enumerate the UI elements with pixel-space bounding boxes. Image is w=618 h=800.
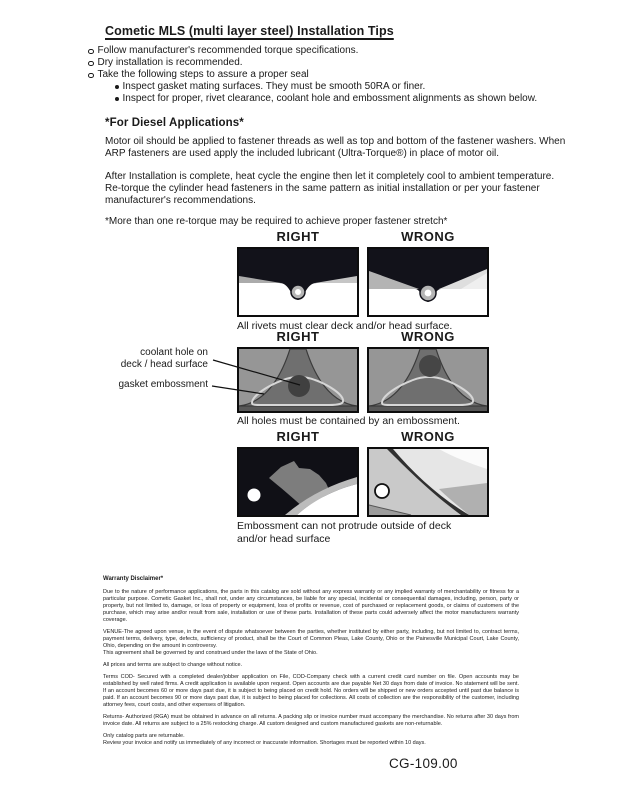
tips-list — [88, 45, 578, 105]
wrong-label: WRONG — [401, 429, 455, 444]
wrong-label: WRONG — [401, 329, 455, 344]
figure-embossment-wrong-image — [367, 347, 489, 413]
embossment-protrusion-right-diagram — [239, 449, 357, 515]
figure-rivet-wrong-image — [367, 247, 489, 317]
circle-bullet-icon — [88, 73, 94, 79]
hole-containment-wrong-diagram — [369, 349, 487, 411]
figure-caption-protrusion: Embossment can not protrude outside of deck and/or head surface — [237, 520, 452, 545]
right-label: RIGHT — [276, 229, 320, 244]
list-item-text: Follow manufacturer's recommended torque specifications. — [97, 45, 359, 56]
warranty-disclaimer-heading: Warranty Disclaimer* — [103, 576, 164, 582]
review-invoice-line: Review your invoice and notify us immediately of any incorrect or inaccurate information. Shortages must be reported within 10 days. — [103, 740, 426, 746]
page-title: Cometic MLS (multi layer steel) Installation Tips — [105, 24, 394, 38]
embossment-protrusion-wrong-diagram — [369, 449, 487, 515]
returns-paragraph: Returns- Authorized (RGA) must be obtained in advance on all returns. A packing slip or invoice number must accompany the merchandise. No returns after 30 days from invoice date. All returns are subject to a 25% restocking charge. All custom designed and custom manufactured gaskets are non-returnable. — [103, 714, 519, 727]
figure-caption-holes: All holes must be contained by an embossment. — [237, 415, 460, 427]
retorque-note: *More than one re-torque may be required to achieve proper fastener stretch* — [105, 216, 448, 227]
list-item — [115, 81, 578, 93]
figure-caption-rivets: All rivets must clear deck and/or head surface. — [237, 320, 453, 332]
rivet-clearance-right-diagram — [239, 249, 357, 315]
list-item — [115, 93, 578, 105]
warranty-paragraph: Due to the nature of performance applications, the parts in this catalog are sold without any express warranty or any implied warranty of merchantability or fitness for a particular purpose. Cometic Gasket Inc., shall not, under any circumstances, be liable for any special, incidental or consequential damages, including, person, party or property, but not limited to, damage, or loss of property or equipment, loss of profits or revenue, cost of purchased or replacement goods, or claims of customers of the purchase, which may arise and/or result from sale, installation or use of these parts. Installation of these parts could adversely affect the motor manufacturers warranty coverage. — [103, 589, 519, 623]
list-item-text: Take the following steps to assure a proper seal — [97, 69, 309, 80]
rivet-clearance-wrong-diagram — [369, 249, 487, 315]
prices-line: All prices and terms are subject to change without notice. — [103, 662, 243, 668]
diesel-section-heading: *For Diesel Applications* — [105, 117, 244, 129]
list-item — [88, 57, 578, 69]
callout-pointer-lines — [210, 352, 305, 400]
list-item — [88, 69, 578, 81]
list-item-text: Dry installation is recommended. — [97, 57, 243, 68]
legal-disclaimer-block — [103, 576, 519, 752]
right-label: RIGHT — [276, 329, 320, 344]
list-item — [88, 45, 578, 57]
callout-line: deck / head surface — [120, 359, 208, 370]
page-number-code: CG-109.00 — [389, 756, 458, 771]
diesel-paragraph-1: Motor oil should be applied to fastener threads as well as top and bottom of the fastener washers. When ARP fasteners are used apply the included lubricant (Ultra-Torque®) in place of motor oil. — [105, 136, 566, 160]
terms-paragraph: Terms COD- Secured with a completed dealer/jobber application on File, COD-Company check with a current credit card number on file. Open accounts may be established by well rated firms. A credit application is available upon request. Open accounts are due payable Net 30 days from date of invoice. No statement will be sent. If an account becomes 60 or more days past due, it is subject to being placed on credit hold. No orders will be shipped or new orders accepted until past due balance is paid. If an account becomes 90 or more days past due, it is subject to being placed for collections. All costs of collection are the responsibility of the customer, including attorney fees, court costs, and other expenses of litigation. — [103, 674, 519, 708]
wrong-label: WRONG — [401, 229, 455, 244]
catalog-parts-line: Only catalog parts are returnable. — [103, 733, 185, 739]
callout-line: coolant hole on — [140, 347, 208, 358]
figure-protrusion-wrong-image — [367, 447, 489, 517]
governing-law-line: This agreement shall be governed by and construed under the laws of the State of Ohio. — [103, 650, 318, 656]
circle-bullet-icon — [88, 61, 94, 67]
list-item-text: Inspect gasket mating surfaces. They must be smooth 50RA or finer. — [122, 81, 426, 92]
dot-bullet-icon — [115, 85, 119, 89]
list-item-text: Inspect for proper, rivet clearance, coolant hole and embossment alignments as shown below. — [122, 93, 538, 104]
callout-gasket-embossment: gasket embossment — [118, 379, 208, 390]
callout-coolant-hole — [98, 347, 208, 371]
circle-bullet-icon — [88, 49, 94, 55]
figure-rivet-right-image — [237, 247, 359, 317]
dot-bullet-icon — [115, 97, 119, 101]
venue-paragraph: VENUE-The agreed upon venue, in the event of dispute whatsoever between the parties, whether instituted by either party, including, but not limited to, contract terms, payment terms, delivery, type, defects, sufficiency of product, shall be the Court of Common Pleas, Lake County, Ohio or the Painesville Municipal Court, Lake County, Ohio, depending on the amount in controversy. — [103, 629, 519, 649]
figure-protrusion-right-image — [237, 447, 359, 517]
right-label: RIGHT — [276, 429, 320, 444]
diesel-paragraph-2: After Installation is complete, heat cycle the engine then let it completely cool to ambient temperature. Re-torque the cylinder head fasteners in the same pattern as initial installation or per your fastener manufacturer's recommendations. — [105, 171, 555, 207]
